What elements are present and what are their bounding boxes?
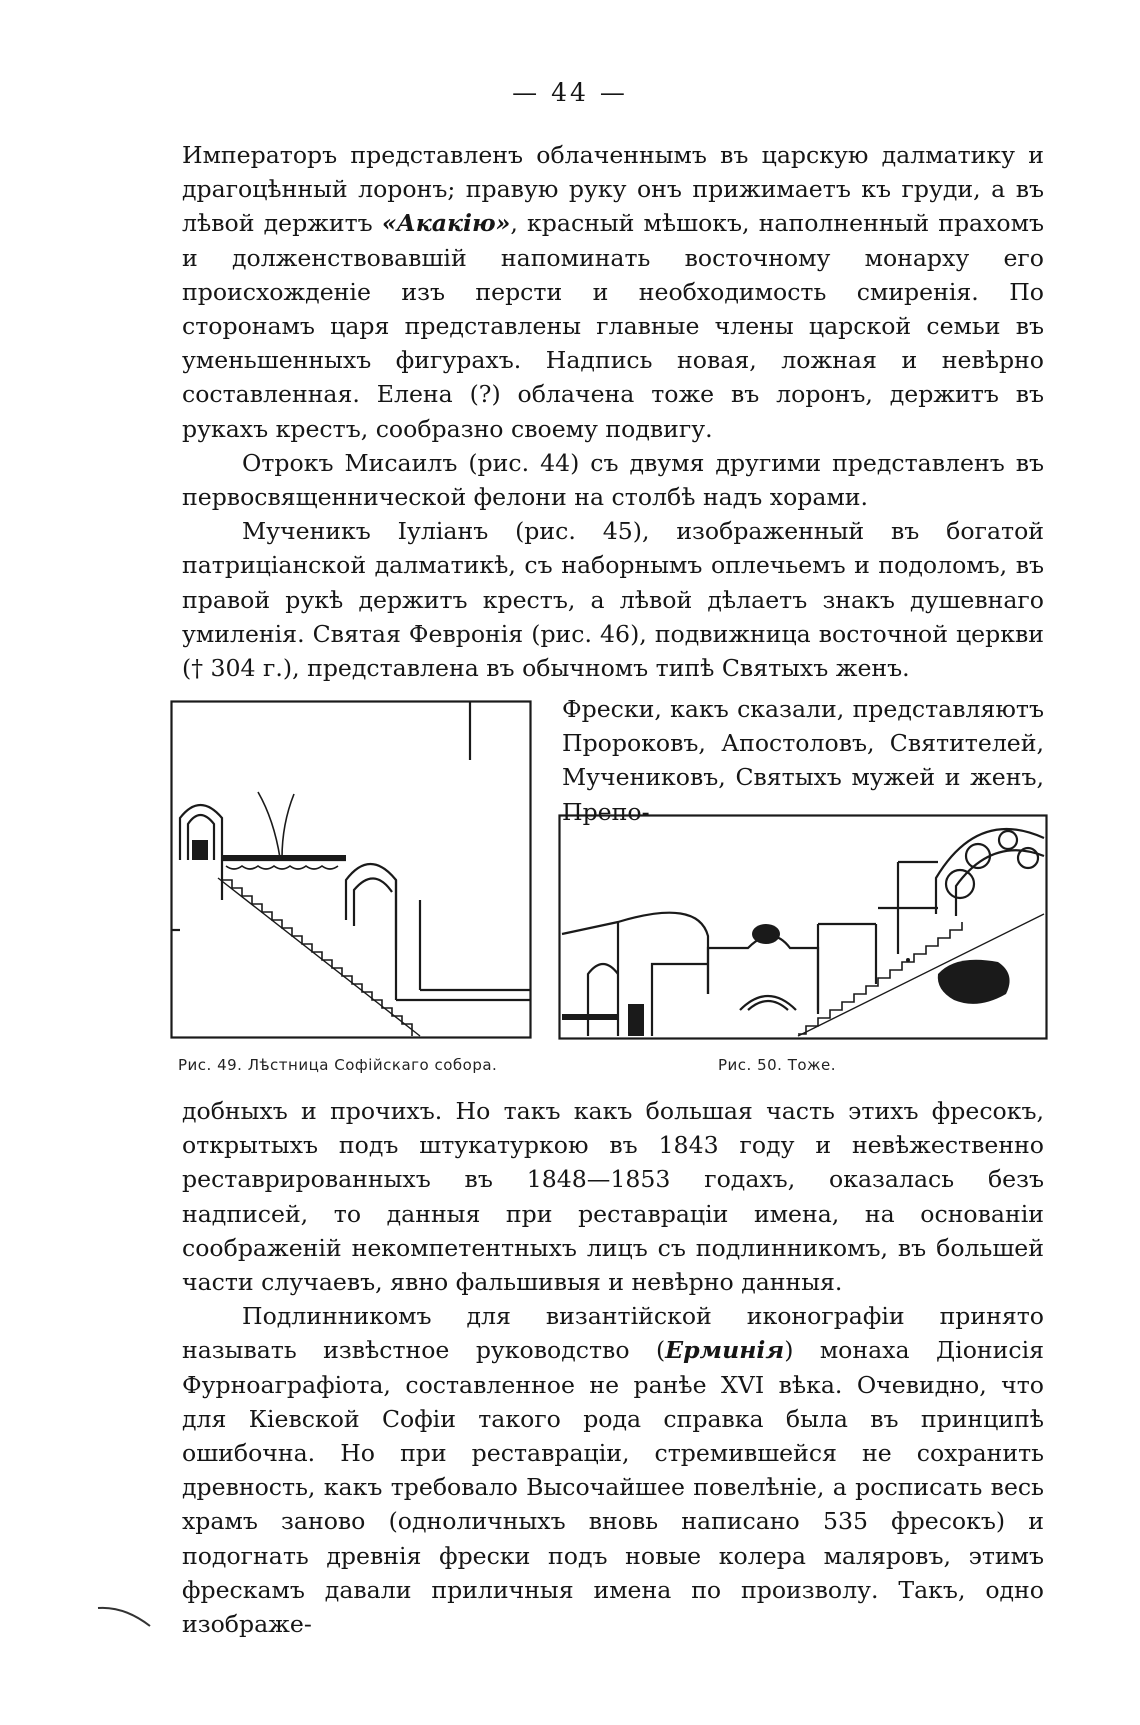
paragraph (182, 446, 1044, 514)
text-run: Отрокъ Мисаилъ (рис. 44) съ двумя другими представленъ въ первосвященнической фелони на столбѣ надъ хорами. (182, 448, 1044, 512)
paragraph (182, 1299, 1044, 1641)
fresco-interior-drawing (558, 814, 1048, 1040)
side-paragraph: Фрески, какъ сказали, представляютъ Пророковъ, Апостоловъ, Святителей, Мучениковъ, Святыхъ мужей и женъ, Препо- (562, 695, 1044, 826)
paragraph (182, 514, 1044, 685)
text-run: Подлинникомъ для византійской иконографіи принято называть извѣстное руководство ( (182, 1302, 1044, 1365)
figure-50 (558, 814, 1048, 1040)
figure-49 (170, 700, 532, 1039)
staircase-drawing (170, 700, 532, 1039)
paragraph (182, 138, 1044, 446)
stray-mark (94, 1602, 164, 1632)
figure-50-caption: Рис. 50. Тоже. (718, 1056, 837, 1074)
italic-term: «Акакію» (381, 209, 511, 238)
text-run: Мученикъ Іуліанъ (рис. 45), изображенный въ богатой патриціанской далматикѣ, съ наборнымъ оплечьемъ и подоломъ, въ правой рукѣ держитъ крестъ, а лѣвой дѣлаетъ знакъ душевнаго умиленія. Святая Февронія (рис. 46), подвижница восточной церкви († 304 г.), представлена въ обычномъ типѣ Святыхъ женъ. (182, 517, 1044, 683)
paragraph (182, 1094, 1044, 1299)
text-run: добныхъ и прочихъ. Но такъ какъ большая часть этихъ фресокъ, открытыхъ подъ штукатуркою въ 1843 году и невѣжественно реставрированныхъ въ 1848—1853 годахъ, оказалась безъ надписей, то данныя при реставраціи имена, на основаніи соображеній некомпетентныхъ лицъ съ подлинникомъ, въ большей части случаевъ, явно фальшивыя и невѣрно данныя. (182, 1097, 1044, 1297)
text-run: Императоръ представленъ облаченнымъ въ царскую далматику и драгоцѣнный лоронъ; правую руку онъ прижимаетъ къ груди, а въ лѣвой держитъ (182, 141, 1044, 238)
page-number: — 44 — (512, 78, 628, 107)
text-run: , красный мѣшокъ, наполненный прахомъ и долженствовавшій напоминать восточному монарху его происхожденіе изъ персти и необходимость смиренія. По сторонамъ царя представлены главные члены царской семьи въ уменьшенныхъ фигурахъ. Надпись новая, ложная и невѣрно составленная. Елена (?) облачена тоже въ лоронъ, держитъ въ рукахъ крестъ, сообразно своему подвигу. (182, 209, 1044, 443)
italic-term: Ерминія (665, 1336, 785, 1365)
text-run: ) монаха Діонисія Фурноаграфіота, составленное не ранѣе XVI вѣка. Очевидно, что для Кіевской Софіи такого рода справка была въ принципѣ ошибочна. Но при реставраціи, стремившейся не сохранить древность, какъ требовало Высочайшее повелѣніе, а росписать весь храмъ заново (одноличныхъ вновь написано 535 фресокъ) и подогнать древнія фрески подъ новые колера маляровъ, этимъ фрескамъ давали приличныя имена по произволу. Такъ, одно изображе- (182, 1336, 1045, 1639)
top-text-block (182, 138, 1044, 685)
figure-49-caption: Рис. 49. Лѣстница Софійскаго собора. (178, 1056, 498, 1074)
bottom-text-block (182, 1094, 1044, 1641)
